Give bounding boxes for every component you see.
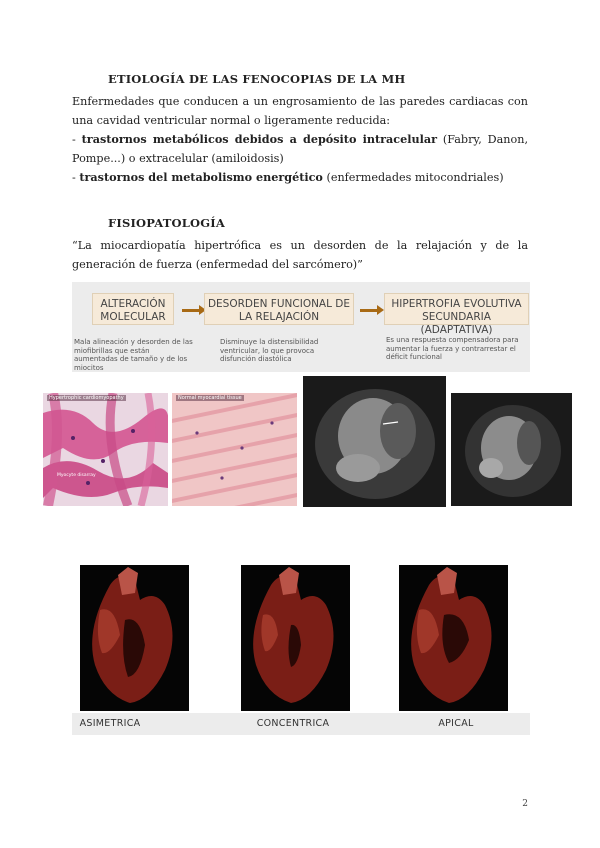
mri-image-hcm	[303, 376, 446, 507]
section-title-etiologia: ETIOLOGÍA DE LAS FENOCOPIAS DE LA MH	[108, 72, 406, 86]
bullet-item-1: - trastornos metabólicos debidos a depósito intracelular (Fabry, Danon, Pompe...) o extracelular (amiloidosis)	[72, 132, 528, 165]
arrow-right-icon	[360, 309, 378, 312]
paragraph-etiologia	[72, 92, 528, 187]
caption-concentrica: CONCENTRICA	[256, 718, 330, 729]
arrow-right-icon	[182, 309, 200, 312]
quote-fisiopatologia: “La miocardiopatía hipertrófica es un desorden de la relajación y de la generación de fuerza (enfermedad del sarcómero)”	[72, 239, 528, 271]
flow-box-desorden: DESORDEN FUNCIONAL DE LA RELAJACIÓN	[204, 293, 354, 325]
histology-hcm-image	[43, 393, 168, 506]
histology-label-normal: Normal myocardial tissue	[178, 395, 242, 401]
heart-captions-bar	[72, 713, 530, 735]
caption-apical: APICAL	[438, 718, 474, 729]
intro-text: Enfermedades que conducen a un engrosamiento de las paredes cardiacas con una cavidad ventricular normal o ligeramente reducida:	[72, 95, 528, 127]
section-title-fisiopatologia: FISIOPATOLOGÍA	[108, 216, 225, 230]
heart-image-asimetrica	[80, 565, 189, 711]
heart-image-apical	[399, 565, 508, 711]
flow-desc-2: Disminuye la distensibilidad ventricular, lo que provoca disfunción diastólica	[220, 338, 319, 363]
flow-box-hipertrofia: HIPERTROFIA EVOLUTIVA SECUNDARIA (ADAPTATIVA)	[384, 293, 529, 325]
bullet-item-2: - trastornos del metabolismo energético (enfermedades mitocondriales)	[72, 170, 504, 184]
histology-inner-label: Myocyte disarray	[57, 473, 96, 478]
flow-diagram	[72, 282, 530, 372]
histology-normal-image	[172, 393, 297, 506]
flow-desc-3: Es una respuesta compensadora para aumentar la fuerza y contrarrestar el déficit funcional	[386, 336, 519, 361]
page-number: 2	[522, 799, 528, 809]
mri-image-normal	[451, 393, 572, 506]
flow-box-alteracion: ALTERACIÓN MOLECULAR	[92, 293, 174, 325]
heart-image-concentrica	[241, 565, 350, 711]
caption-asimetrica: ASIMETRICA	[79, 718, 141, 729]
flow-desc-1: Mala alineación y desorden de las miofibrillas que están aumentadas de tamaño y de los miocitos	[74, 338, 193, 372]
histology-label-hcm: Hypertrophic cardiomyopathy	[49, 395, 124, 401]
